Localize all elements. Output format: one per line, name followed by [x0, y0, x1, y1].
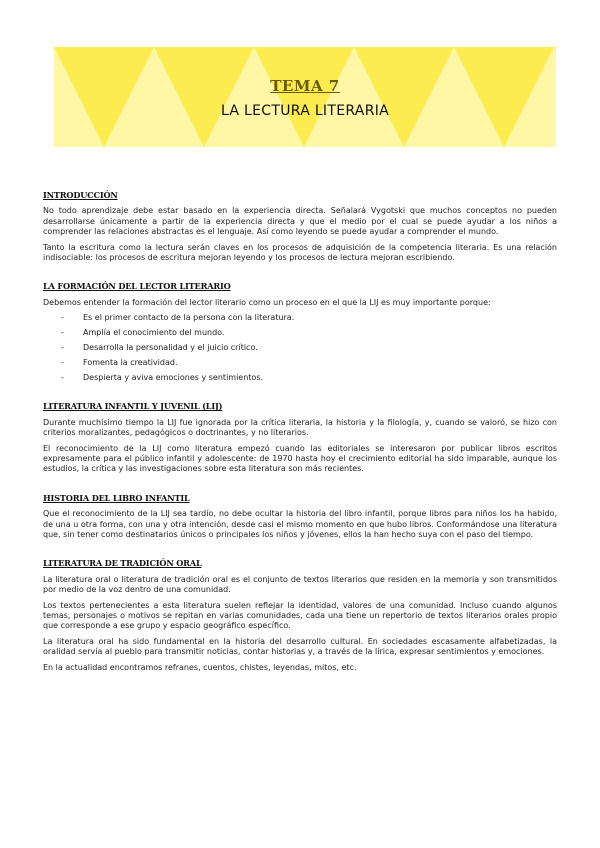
banner-triangle	[304, 47, 404, 147]
section-heading: LITERATURA DE TRADICIÓN ORAL	[43, 558, 202, 569]
list-item: - Amplía el conocimiento del mundo.	[61, 328, 225, 338]
list-item-text: Desarrolla la personalidad y el juicio crítico.	[83, 343, 258, 353]
paragraph: Los textos pertenecientes a esta literatura suelen reflejar la identidad, valores de una comunidad. Incluso cuando algunos temas, personajes o motivos se repitan en varias comunidades, cada una tiene un repertorio de textos literarios orales propio que corresponde a ese grupo y espacio geográfico específico.	[43, 600, 557, 631]
section-tradicion-oral	[43, 558, 557, 673]
section-formacion-lector	[43, 281, 557, 383]
title-banner	[54, 47, 556, 147]
paragraph: Debemos entender la formación del lector literario como un proceso en el que la LIJ es muy importante porque:	[43, 297, 491, 307]
banner-triangle	[104, 47, 204, 147]
section-heading: LITERATURA INFANTIL Y JUVENIL (LIJ)	[43, 401, 223, 412]
section-historia-libro	[43, 493, 557, 541]
list-item: - Es el primer contacto de la persona con la literatura.	[61, 313, 295, 323]
paragraph: Tanto la escritura como la lectura serán claves en los procesos de adquisición de la competencia literaria. Es una relación indisociable: los procesos de escritura mejoran leyendo y los procesos de lectura mejoran escribiendo.	[43, 242, 557, 263]
list-item-text: Fomenta la creatividad.	[83, 357, 178, 367]
chapter-number: TEMA 7	[270, 77, 340, 95]
list-item-text: Amplía el conocimiento del mundo.	[83, 328, 225, 338]
section-heading: HISTORIA DEL LIBRO INFANTIL	[43, 492, 190, 503]
banner-triangle	[504, 47, 556, 147]
bullet-list	[61, 313, 557, 383]
section-heading: INTRODUCCIÓN	[43, 190, 118, 200]
paragraph: La literatura oral o literatura de tradición oral es el conjunto de textos literarios que residen en la memoria y son transmitidos por medio de la voz dentro de una comunidad.	[43, 574, 557, 595]
paragraph: Durante muchísimo tiempo la LIJ fue ignorada por la crítica literaria, la historia y la filología, y, cuando se valoró, se hizo con criterios moralizantes, pedagógicos o doctrinantes, y no literarios.	[43, 417, 557, 438]
list-item-text: Despierta y aviva emociones y sentimientos.	[83, 372, 264, 382]
list-item: - Desarrolla la personalidad y el juicio crítico.	[61, 343, 258, 353]
paragraph: En la actualidad encontramos refranes, cuentos, chistes, leyendas, mitos, etc.	[43, 662, 357, 672]
list-item-text: Es el primer contacto de la persona con la literatura.	[83, 313, 295, 323]
paragraph: Que el reconocimiento de la LIJ sea tardío, no debe ocultar la historia del libro infantil, porque libros para niños los ha habido, de una u otra forma, con una y otra intención, desde casi el mismo momento en que hubo libros. Conformándose una literatura que, sin tener como destinatarios únicos o principales los niños y jóvenes, ellos la han hecho suya con el paso del tiempo.	[43, 509, 557, 539]
paragraph: El reconocimiento de la LIJ como literatura empezó cuando las editoriales se interesaron por publicar libros escritos expresamente para el público infantil y adolescente: de 1970 hasta hoy el crecimiento editorial ha sido imparable, aunque los estudios, la crítica y las investigaciones sobre esta literatura son más recientes.	[43, 443, 557, 474]
paragraph: La literatura oral ha sido fundamental en la historia del desarrollo cultural. En sociedades escasamente alfabetizadas, la oralidad servía al pueblo para transmitir noticias, contar historias y, a través de la lírica, expresar sentimientos y emociones.	[43, 636, 557, 657]
banner-triangle	[54, 47, 104, 147]
section-heading: LA FORMACIÓN DEL LECTOR LITERARIO	[43, 281, 231, 292]
section-introduccion	[43, 190, 557, 263]
banner-triangle	[404, 47, 504, 147]
banner-triangle	[204, 47, 304, 147]
list-item: - Despierta y aviva emociones y sentimientos.	[61, 372, 264, 382]
triangle-pattern	[54, 47, 556, 147]
chapter-title: LA LECTURA LITERARIA	[220, 103, 390, 119]
document-body	[43, 190, 557, 691]
list-item: - Fomenta la creatividad.	[61, 357, 178, 367]
section-lij	[43, 401, 557, 474]
paragraph: No todo aprendizaje debe estar basado en la experiencia directa. Señalará Vygotski que muchos conceptos no pueden desarrollarse únicamente a partir de la experiencia directa y que el medio por el cual se puede ayudar a los niños a comprender las relaciones abstractas es el lenguaje. Así como leyendo se puede ayudar a comprender el mundo.	[43, 206, 557, 237]
